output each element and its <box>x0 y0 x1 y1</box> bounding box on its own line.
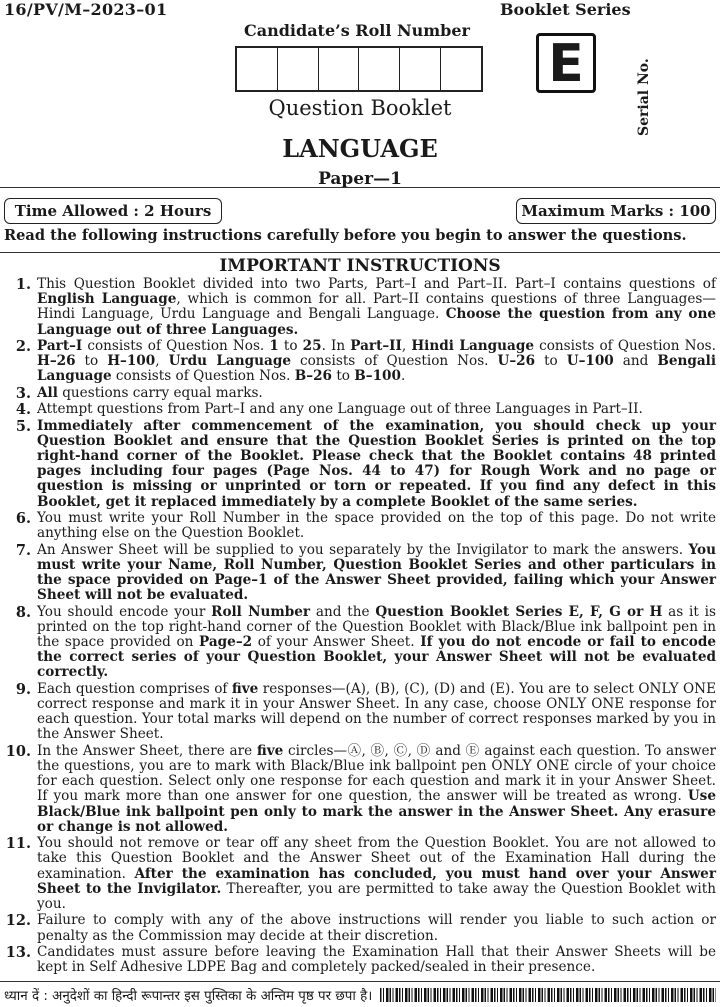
instruction-text-run: You should encode your <box>37 603 212 620</box>
roll-digit-box <box>441 48 481 90</box>
instruction-text-run: circles—Ⓐ, Ⓑ, Ⓒ, Ⓓ and Ⓔ against each question. To answer the questions, you are to mark with Black/Blue ink ballpoint pen ONLY ONE circle of your choice for each question. Select only one response for each question and mark it in your Answer Sheet. If you mark more than one answer for one question, the answer will be treated as wrong. <box>37 742 716 805</box>
instruction-text-run: to <box>332 368 355 385</box>
instruction-item <box>4 543 716 604</box>
instruction-text <box>37 277 716 338</box>
instruction-text <box>37 913 716 943</box>
roll-digit-box <box>400 48 441 90</box>
instruction-bold-text: English Language <box>37 291 177 308</box>
roll-digit-box <box>319 48 360 90</box>
instruction-number: 5. <box>15 417 31 435</box>
booklet-series-letter: E <box>536 33 596 93</box>
instruction-text-run: of your Answer Sheet. <box>252 633 421 650</box>
instruction-bold-text: Bengali Language <box>37 353 716 385</box>
time-allowed-box: Time Allowed : 2 Hours <box>4 198 222 224</box>
instruction-text-run: consists of Question Nos. <box>111 368 295 385</box>
instruction-number: 2. <box>15 338 31 355</box>
serial-number-label: Serial No. <box>636 58 652 136</box>
max-marks-box: Maximum Marks : 100 <box>516 198 716 224</box>
instruction-bold-text: 25 <box>302 338 322 354</box>
instruction-text-run: and the <box>310 603 376 620</box>
instruction-bold-text: 1 <box>269 338 279 354</box>
instruction-item <box>4 945 716 975</box>
instruction-item <box>4 339 716 385</box>
hindi-note: ध्यान दें : अनुदेशों का हिन्दी रूपान्तर इस पुस्तिका के अन्तिम पृष्ठ पर छपा है। <box>4 989 373 1004</box>
instruction-text-run: Each question comprises of <box>37 680 232 697</box>
read-instructions-line: Read the following instructions carefully before you begin to answer the questions. <box>4 227 687 244</box>
instruction-text-run: consists of Question Nos. <box>290 353 498 370</box>
instruction-item <box>4 277 716 338</box>
instruction-item <box>4 402 716 417</box>
instruction-text-run: You must write your Roll Number in the space provided on the top of this page. Do not write anything else on the Question Booklet. <box>37 509 716 542</box>
instruction-text-run: , which is common for all. Part–II contains questions of three Languages—Hindi Language, Urdu Language and Bengali Language. <box>37 291 716 323</box>
instruction-text-run: to <box>278 338 303 354</box>
instruction-bold-text: Page–2 <box>199 633 253 650</box>
instruction-bold-text: five <box>231 680 259 697</box>
instruction-number: 13. <box>5 943 31 961</box>
instruction-text-run: and <box>613 353 658 370</box>
instruction-text <box>37 605 716 681</box>
divider <box>0 252 720 253</box>
instruction-text <box>37 682 716 743</box>
instruction-item <box>4 511 716 541</box>
instruction-item <box>4 836 716 912</box>
instruction-text-run: This Question Booklet divided into two Parts, Part–I and Part–II. Part–I contains questions of <box>37 276 716 292</box>
instruction-item <box>4 605 716 681</box>
barcode <box>380 988 716 1002</box>
instruction-bold-text: Hindi Language <box>411 338 534 354</box>
instruction-text-run: consists of Question Nos. <box>534 338 716 354</box>
instruction-text-run: , <box>401 338 412 354</box>
instruction-text-run: An Answer Sheet will be supplied to you separately by the Invigilator to mark the answers. <box>37 541 689 558</box>
instruction-bold-text: All <box>37 384 58 401</box>
instruction-text-run: questions carry equal marks. <box>57 384 263 401</box>
instruction-text-run: Failure to comply with any of the above instructions will render you liable to such action or penalty as the Commission may decide at their discretion. <box>37 912 716 944</box>
instruction-bold-text: Use Black/Blue ink ballpoint pen only to mark the answer in the Answer Sheet. Any erasure or change is not allowed. <box>37 788 716 835</box>
instruction-text <box>37 945 716 975</box>
instruction-text-run: . <box>400 368 406 385</box>
instruction-item <box>4 744 716 835</box>
instruction-number: 12. <box>5 912 31 930</box>
paper-label: Paper—1 <box>318 169 402 189</box>
instruction-text <box>37 339 716 385</box>
instruction-bold-text: If you do not encode or fail to encode the correct series of your Question Booklet, your Answer Sheet will not be evaluated correctly. <box>37 633 717 681</box>
instruction-item <box>4 419 716 510</box>
roll-digit-box <box>278 48 319 90</box>
instruction-text-run: In the Answer Sheet, there are <box>37 742 257 759</box>
instruction-item <box>4 682 716 743</box>
instruction-text-run: to <box>75 353 108 370</box>
instruction-bold-text: Question Booklet Series E, F, G or H <box>375 603 663 620</box>
instruction-number: 11. <box>5 835 31 853</box>
instruction-text <box>37 386 716 401</box>
instruction-bold-text: U–26 <box>497 353 536 370</box>
roll-number-boxes <box>235 46 483 92</box>
instruction-bold-text: Urdu Language <box>168 353 291 370</box>
instruction-text <box>37 836 716 912</box>
instruction-text-run: . In <box>321 338 351 354</box>
instruction-text <box>37 419 716 510</box>
instruction-text-run: , <box>155 353 169 370</box>
instruction-bold-text: H–26 <box>37 353 76 370</box>
instruction-text-run: You should not remove or tear off any sheet from the Question Booklet. You are not allowed to take this Question Booklet and the Answer Sheet out of the Examination Hall during the examination. <box>37 835 716 882</box>
instruction-item <box>4 913 716 943</box>
booklet-code: 16/PV/M–2023–01 <box>4 0 168 19</box>
footer <box>4 986 716 1004</box>
instruction-text <box>37 402 716 417</box>
divider <box>0 981 720 982</box>
instruction-number: 1. <box>15 276 31 293</box>
instructions-title: IMPORTANT INSTRUCTIONS <box>219 256 501 276</box>
instruction-text-run: responses—(A), (B), (C), (D) and (E). You are to select ONLY ONE correct response and mark it in your Answer Sheet. In any case, choose ONLY ONE response for each question. Your total marks will depend on the number of correct responses marked by you in the Answer Sheet. <box>37 680 716 743</box>
instruction-text <box>37 543 716 604</box>
instruction-text-run: Attempt questions from Part–I and any one Language out of three Languages in Part–II. <box>37 401 643 418</box>
instruction-number: 9. <box>15 680 31 698</box>
roll-digit-box <box>237 48 278 90</box>
booklet-title: Question Booklet <box>268 96 452 120</box>
instruction-number: 6. <box>15 509 31 527</box>
instruction-number: 3. <box>15 384 31 402</box>
divider <box>0 187 720 188</box>
roll-number-label: Candidate’s Roll Number <box>244 21 470 40</box>
instruction-text-run: consists of Question Nos. <box>82 338 270 354</box>
instruction-bold-text: Roll Number <box>211 603 311 620</box>
instruction-bold-text: U–100 <box>566 353 614 370</box>
instruction-bold-text: After the examination has concluded, you must hand over your Answer Sheet to the Invigilator. <box>37 865 716 897</box>
instruction-bold-text: H–100 <box>107 353 156 370</box>
instruction-number: 7. <box>15 541 31 559</box>
instruction-bold-text: Part–I <box>37 338 83 354</box>
instruction-bold-text: Choose the question from any one Language out of three Languages. <box>37 306 716 338</box>
instruction-item <box>4 386 716 401</box>
instruction-bold-text: B–26 <box>294 368 332 385</box>
instruction-number: 8. <box>15 603 31 621</box>
instruction-bold-text: Part–II <box>350 338 402 354</box>
instruction-text-run: to <box>535 353 567 370</box>
instruction-number: 4. <box>15 401 31 419</box>
subject-title: LANGUAGE <box>282 134 438 163</box>
roll-digit-box <box>359 48 400 90</box>
instructions-list <box>4 277 716 977</box>
instruction-bold-text: five <box>256 742 284 759</box>
booklet-series-label: Booklet Series <box>500 0 631 19</box>
instruction-bold-text: You must write your Name, Roll Number, Question Booklet Series and other particulars in the space provided on Page–1 of the Answer Sheet provided, failing which your Answer Sheet will not be evaluated. <box>37 541 716 604</box>
instruction-text-run: Candidates must assure before leaving the Examination Hall that their Answer Sheets will be kept in Self Adhesive LDPE Bag and completely packed/sealed in their presence. <box>37 943 716 976</box>
instruction-number: 10. <box>5 742 31 760</box>
instruction-bold-text: Immediately after commencement of the examination, you should check up your Question Booklet and ensure that the Question Booklet Series is printed on the top right-hand corner of the Booklet. Please check that the Booklet contains 48 printed pages including four pages (Page Nos. 44 to 47) for Rough Work and no page or question is missing or unprinted or torn or repeated. If you find any defect in this Booklet, get it replaced immediately by a complete Booklet of the same series. <box>37 417 716 510</box>
instruction-text <box>37 511 716 541</box>
instruction-text <box>37 744 716 835</box>
instruction-bold-text: B–100 <box>354 368 401 385</box>
instruction-text-run: Thereafter, you are permitted to take away the Question Booklet with you. <box>37 880 716 912</box>
instruction-text-run: as it is printed on the top right-hand corner of the Question Booklet with Black/Blue ink ballpoint pen in the space provided on <box>37 603 716 650</box>
